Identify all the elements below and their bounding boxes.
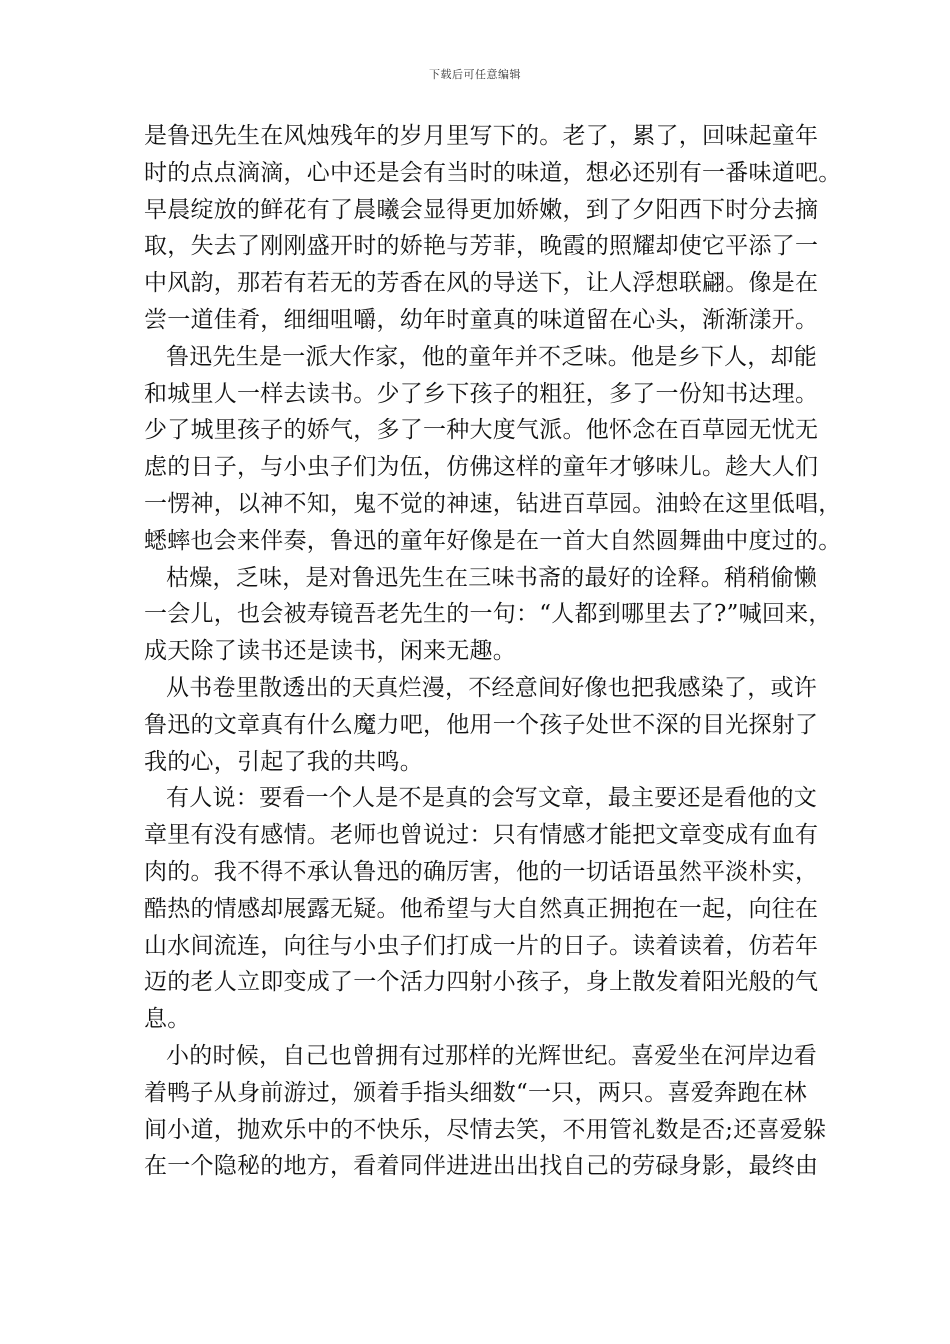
- body-text: [144, 118, 842, 1185]
- text-line: 中风韵，那若有若无的芳香在风的导送下，让人浮想联翩。像是在: [144, 270, 819, 297]
- text-line: 时的点点滴滴，心中还是会有当时的味道，想必还别有一番味道吧。: [144, 159, 842, 186]
- text-line: 着鸭子从身前游过，颁着手指头细数“一只，两只。喜爱奔跑在林: [144, 1079, 808, 1106]
- text-line: 迈的老人立即变成了一个活力四射小孩子，身上散发着阳光般的气: [144, 969, 819, 996]
- text-line: 早晨绽放的鲜花有了晨曦会显得更加娇嫩，到了夕阳西下时分去摘: [144, 196, 819, 223]
- text-line: 有人说：要看一个人是不是真的会写文章，最主要还是看他的文: [166, 785, 817, 812]
- text-line: 枯燥，乏味，是对鲁迅先生在三味书斋的最好的诠释。稍稍偷懒: [166, 564, 817, 591]
- text-line: 小的时候，自己也曾拥有过那样的光辉世纪。喜爱坐在河岸边看: [166, 1042, 817, 1069]
- text-line: 取，失去了刚刚盛开时的娇艳与芳菲，晚霞的照耀却使它平添了一: [144, 233, 819, 260]
- text-line: 是鲁迅先生在风烛残年的岁月里写下的。老了，累了，回味起童年: [144, 123, 819, 149]
- text-line: 虑的日子，与小虫子们为伍，仿佛这样的童年才够味儿。趁大人们: [144, 454, 819, 481]
- text-line: 我的心，引起了我的共鸣。: [144, 748, 423, 775]
- text-line: 肉的。我不得不承认鲁迅的确厉害，他的一切话语虽然平淡朴实，: [144, 858, 819, 885]
- text-line: 蟋蟀也会来伴奏，鲁迅的童年好像是在一首大自然圆舞曲中度过的。: [144, 527, 842, 554]
- text-line: 息。: [144, 1006, 191, 1033]
- page-header: 下载后可任意编辑: [429, 68, 521, 81]
- text-line: 和城里人一样去读书。少了乡下孩子的粗狂，多了一份知书达理。: [144, 380, 819, 407]
- text-line: 酷热的情感却展露无疑。他希望与大自然真正拥抱在一起，向往在: [144, 895, 819, 922]
- text-line: 从书卷里散透出的天真烂漫，不经意间好像也把我感染了，或许: [166, 674, 817, 701]
- text-line: 山水间流连，向往与小虫子们打成一片的日子。读着读着，仿若年: [144, 932, 819, 959]
- text-line: 尝一道佳肴，细细咀嚼，幼年时童真的味道留在心头，渐渐漾开。: [144, 306, 819, 333]
- text-line: 在一个隐秘的地方，看着同伴进进出出找自己的劳碌身影，最终由: [144, 1153, 819, 1180]
- text-line: 鲁迅的文章真有什么魔力吧，他用一个孩子处世不深的目光探射了: [144, 711, 819, 738]
- text-line: 间小道，抛欢乐中的不快乐，尽情去笑，不用管礼数是否;还喜爱躲: [144, 1116, 827, 1143]
- text-line: 成天除了读书还是读书，闲来无趣。: [144, 638, 516, 665]
- text-line: 鲁迅先生是一派大作家，他的童年并不乏味。他是乡下人，却能: [166, 343, 817, 370]
- text-line: 一会儿，也会被寿镜吾老先生的一句：“人都到哪里去了?”喊回来，: [144, 601, 832, 628]
- text-line: 一愣神，以神不知，鬼不觉的神速，钻进百草园。油蛉在这里低唱，: [144, 490, 842, 517]
- text-line: 少了城里孩子的娇气，多了一种大度气派。他怀念在百草园无忧无: [144, 417, 819, 444]
- text-line: 章里有没有感情。老师也曾说过：只有情感才能把文章变成有血有: [144, 822, 819, 849]
